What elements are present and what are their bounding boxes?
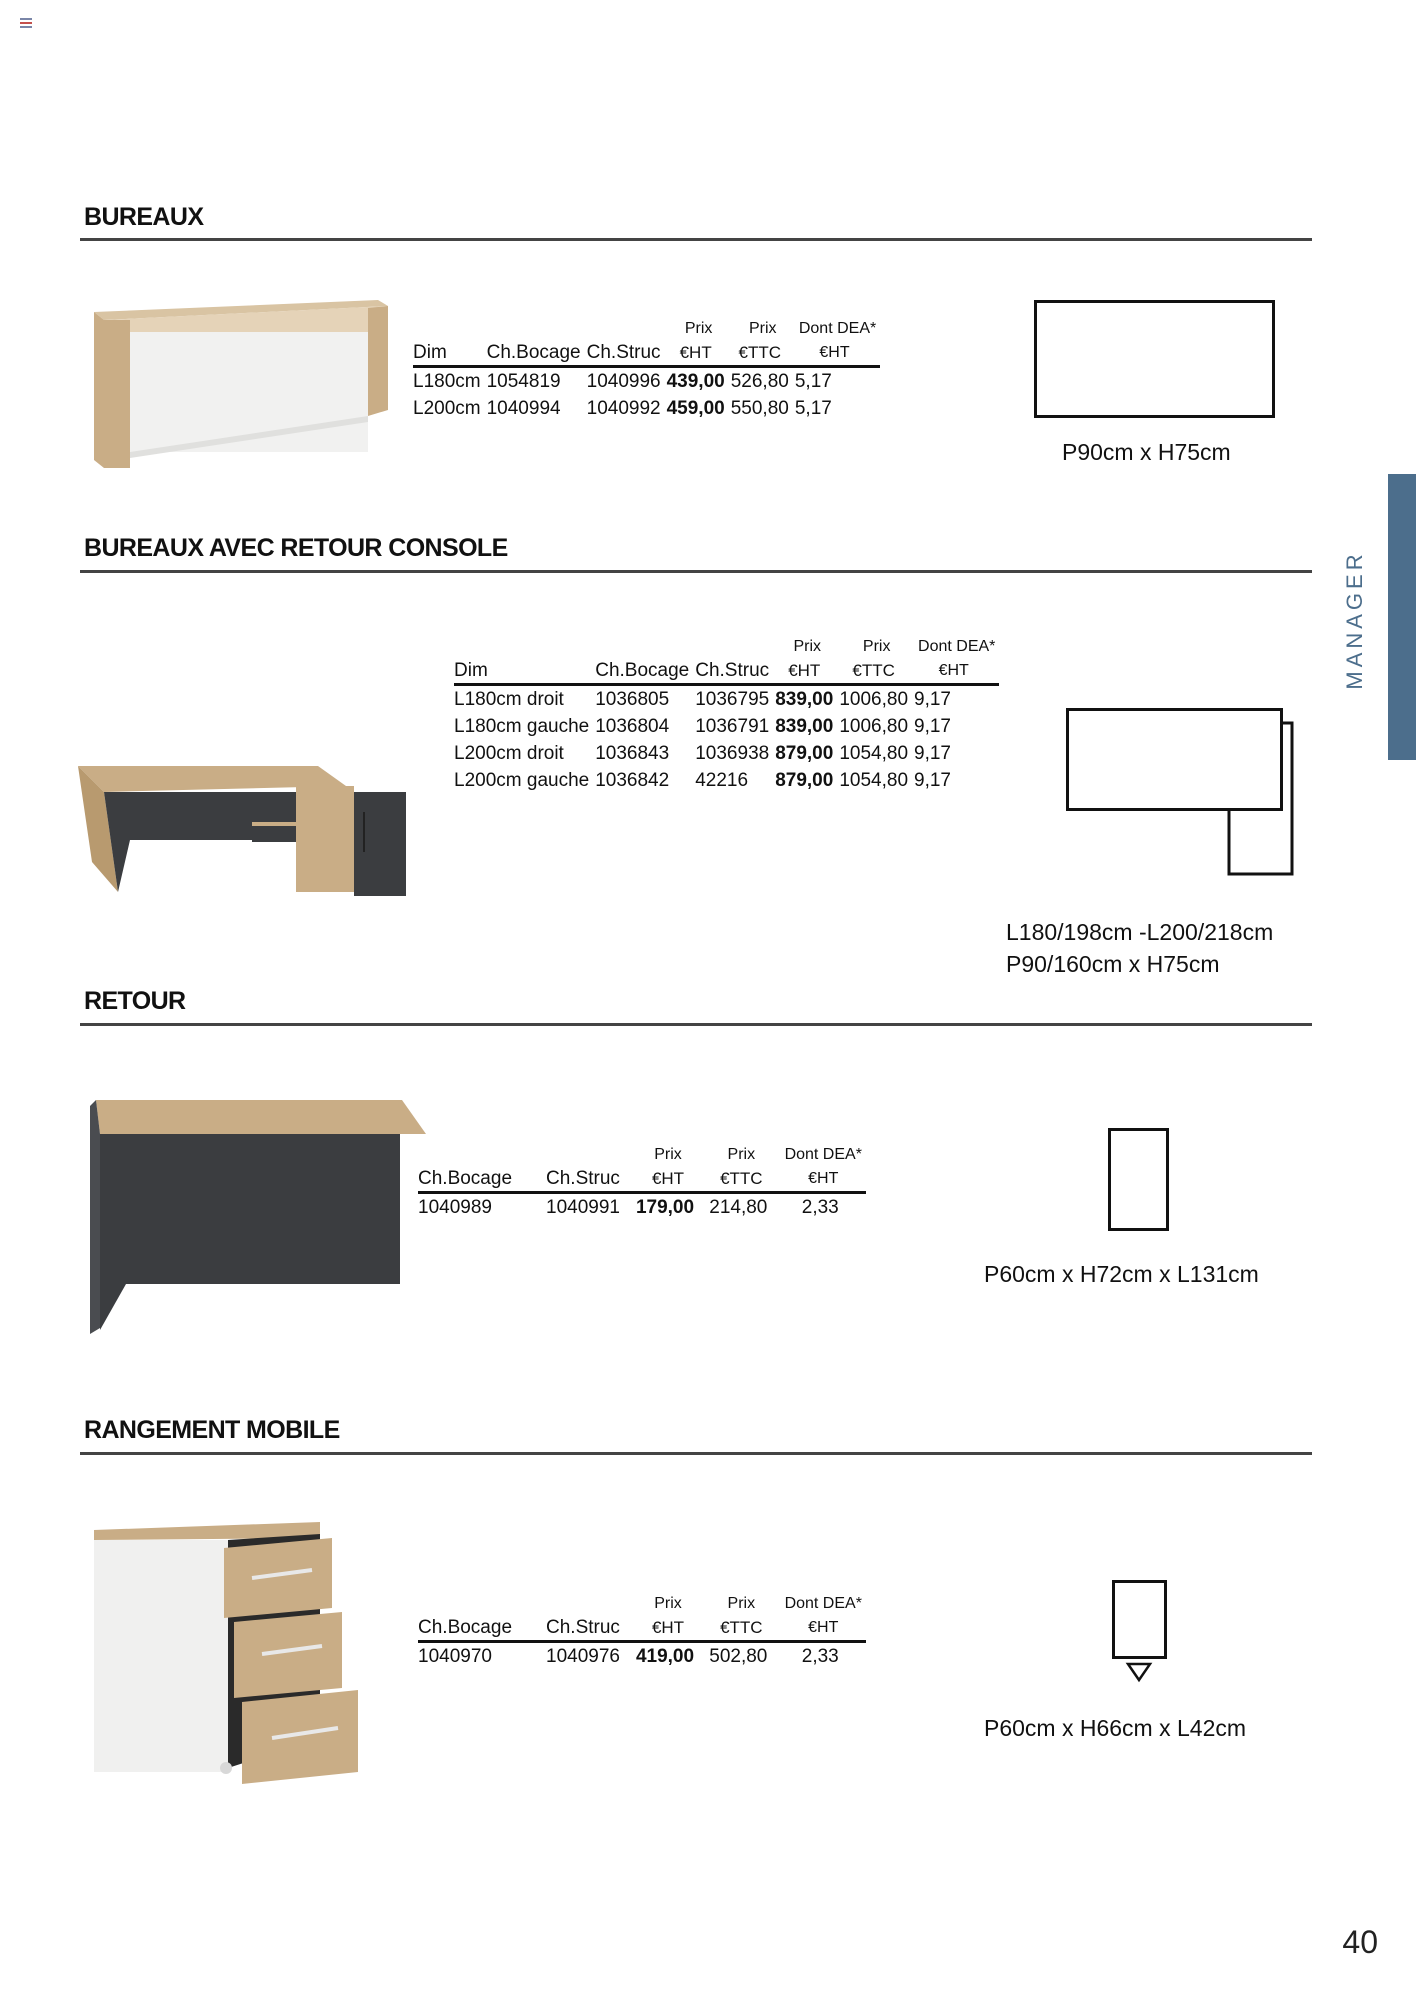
desk-console-image (64, 752, 434, 912)
header-struc: Ch.Struc (546, 1166, 634, 1193)
table-cell: 839,00 (775, 689, 834, 710)
table-cell: 1036795 (695, 689, 770, 710)
table-cell: L200cm (413, 398, 481, 419)
section-divider (80, 570, 1312, 573)
table-cell: 502,80 (709, 1646, 768, 1667)
dimensions-rangement: P60cm x H66cm x L42cm (984, 1715, 1247, 1741)
header-prix-ht: Prix (793, 638, 822, 655)
table-cell: L180cm gauche (454, 716, 590, 737)
table-cell: 1040989 (418, 1197, 492, 1218)
page-number: 40 (1342, 1924, 1378, 1960)
table-cell: 1054,80 (839, 743, 909, 764)
table-row (454, 685, 999, 714)
section-title-console: BUREAUX AVEC RETOUR CONSOLE (84, 534, 508, 562)
header-bocage: Ch.Bocage (487, 340, 587, 367)
header-struc: Ch.Struc (587, 340, 667, 367)
header-dea-ht: €HT (781, 1615, 866, 1642)
table-cell: 2,33 (801, 1197, 839, 1218)
section-title-rangement: RANGEMENT MOBILE (84, 1416, 340, 1444)
menu-icon[interactable] (20, 18, 32, 30)
section-title-retour: RETOUR (84, 987, 186, 1015)
header-ttc: €TTC (702, 1166, 781, 1193)
table-cell: 1036805 (595, 689, 670, 710)
table-cell: L180cm (413, 371, 481, 392)
table-row (413, 367, 880, 396)
header-prix-ttc: Prix (749, 320, 777, 337)
header-dea: Dont DEA* (918, 638, 996, 655)
header-prix-ht: Prix (654, 1146, 682, 1163)
table-cell: 839,00 (775, 716, 834, 737)
table-cell: 526,80 (730, 371, 789, 392)
table-cell: 1040991 (546, 1197, 620, 1218)
table-cell: 9,17 (914, 743, 951, 764)
desk-image (90, 292, 390, 472)
table-cell: 1040992 (586, 398, 661, 419)
table-cell: 9,17 (914, 716, 951, 737)
header-dea: Dont DEA* (798, 320, 877, 337)
console-footprint-diagram (1066, 708, 1296, 878)
table-cell: 1040994 (486, 398, 561, 419)
header-prix-ht: Prix (684, 320, 713, 337)
section-divider (80, 238, 1312, 241)
table-cell: 550,80 (730, 398, 789, 419)
section-divider (80, 1023, 1312, 1026)
table-cell: 1036791 (695, 716, 770, 737)
dimensions-console-line: P90/160cm x H75cm (1006, 951, 1220, 977)
table-cell: 459,00 (666, 398, 725, 419)
table-cell: 1036938 (695, 743, 770, 764)
table-cell: L200cm droit (454, 743, 564, 764)
table-cell: 1054819 (486, 371, 561, 392)
table-cell: 5,17 (794, 398, 832, 419)
header-dea-ht: €HT (781, 1166, 866, 1193)
table-cell: 9,17 (914, 689, 951, 710)
header-dea: Dont DEA* (784, 1595, 862, 1612)
header-prix-ttc: Prix (862, 638, 891, 655)
dimensions-console-line: L180/198cm -L200/218cm (1006, 919, 1274, 945)
side-tab-text: MANAGER (1342, 550, 1367, 690)
header-dim: Dim (454, 658, 595, 685)
dimensions-retour: P60cm x H72cm x L131cm (984, 1261, 1259, 1287)
price-table-retour (418, 1144, 866, 1221)
pedestal-image (90, 1518, 370, 1788)
table-cell: 2,33 (801, 1646, 839, 1667)
retour-footprint-diagram (1108, 1128, 1170, 1232)
header-prix-ht: Prix (654, 1595, 682, 1612)
table-cell: L200cm gauche (454, 770, 590, 791)
table-cell: 9,17 (914, 770, 951, 791)
price-table-console (454, 636, 999, 794)
header-dim: Dim (413, 340, 487, 367)
table-cell: 1036843 (595, 743, 670, 764)
table-cell: L180cm droit (454, 689, 564, 710)
table-row (413, 395, 880, 422)
table-cell: 5,17 (794, 371, 832, 392)
header-ht: €HT (634, 1166, 702, 1193)
header-bocage: Ch.Bocage (595, 658, 695, 685)
header-ht: €HT (634, 1615, 702, 1642)
table-row (454, 713, 999, 740)
header-prix-ttc: Prix (727, 1595, 756, 1612)
header-ht: €HT (667, 340, 731, 367)
table-cell: 1040976 (546, 1646, 620, 1667)
table-cell: 439,00 (666, 371, 725, 392)
dimensions-console (1006, 916, 1273, 980)
section-tab-marker (1388, 474, 1416, 760)
table-row (418, 1642, 866, 1671)
table-cell: 879,00 (775, 743, 834, 764)
header-ht: €HT (775, 658, 839, 685)
table-cell: 214,80 (709, 1197, 768, 1218)
header-bocage: Ch.Bocage (418, 1615, 546, 1642)
section-title-bureaux: BUREAUX (84, 203, 204, 231)
table-cell: 1006,80 (839, 716, 909, 737)
table-cell: 1040970 (418, 1646, 492, 1667)
header-ttc: €TTC (702, 1615, 781, 1642)
dimensions-bureaux: P90cm x H75cm (1062, 439, 1231, 465)
table-cell: 1036804 (595, 716, 670, 737)
header-prix-ttc: Prix (727, 1146, 756, 1163)
header-dea-ht: €HT (914, 658, 999, 685)
table-cell: 1040996 (586, 371, 661, 392)
table-cell: 419,00 (635, 1646, 695, 1667)
table-cell: 1006,80 (839, 689, 909, 710)
header-struc: Ch.Struc (546, 1615, 634, 1642)
pedestal-footprint-diagram (1112, 1580, 1170, 1684)
header-dea: Dont DEA* (784, 1146, 862, 1163)
table-row (454, 740, 999, 767)
header-dea-ht: €HT (795, 340, 880, 367)
table-cell: 179,00 (635, 1197, 695, 1218)
retour-image (86, 1096, 426, 1336)
table-cell: 42216 (695, 770, 749, 791)
price-table-bureaux (413, 318, 880, 422)
header-ttc: €TTC (731, 340, 795, 367)
side-tab-label (1340, 545, 1370, 695)
table-cell: 1036842 (595, 770, 670, 791)
desk-footprint-diagram (1034, 300, 1276, 420)
table-row (418, 1193, 866, 1222)
header-ttc: €TTC (839, 658, 914, 685)
table-cell: 879,00 (775, 770, 834, 791)
table-cell: 1054,80 (839, 770, 909, 791)
table-row (454, 767, 999, 794)
section-divider (80, 1452, 1312, 1455)
price-table-rangement (418, 1593, 866, 1670)
header-struc: Ch.Struc (695, 658, 775, 685)
header-bocage: Ch.Bocage (418, 1166, 546, 1193)
